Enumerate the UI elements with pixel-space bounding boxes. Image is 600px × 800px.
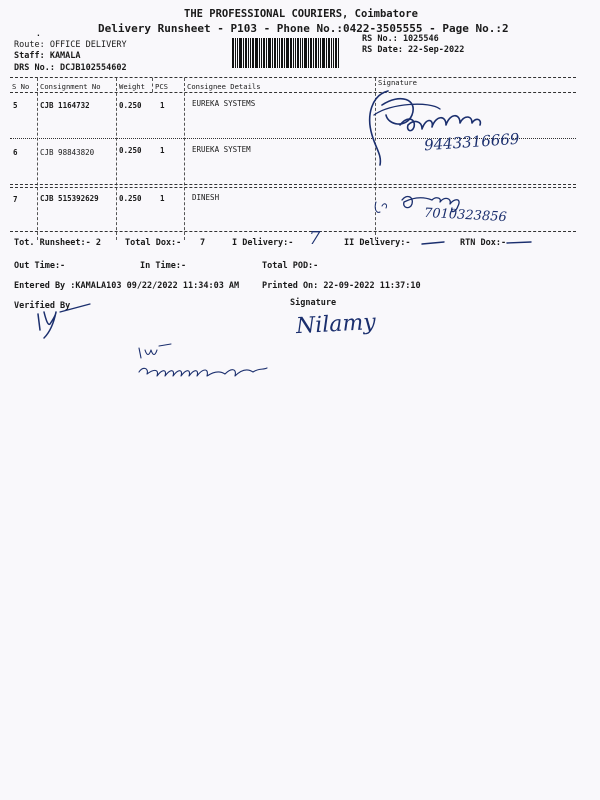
row-pcs: 1 [160,101,165,110]
col-header-sno: S No [12,82,30,91]
total-pod-label: Total POD:- [262,261,319,271]
row-weight: 0.250 [119,194,142,203]
barcode-bar [286,38,289,68]
verified-by-label: Verified By [14,301,71,311]
row-sno: 5 [13,101,18,110]
printed-on: Printed On: 22-09-2022 11:37:10 [262,281,421,291]
barcode-bar [248,38,249,68]
row-weight: 0.250 [119,146,142,155]
row-sno: 6 [13,148,18,157]
handwritten-dash [505,238,535,248]
col-divider [116,78,117,240]
barcode-bar [266,38,267,68]
barcode-bar [272,38,273,68]
company-title: THE PROFESSIONAL COURIERS, Coimbatore [184,8,418,20]
manager-signature: Nilamy [295,309,377,340]
in-time-label: In Time:- [140,261,187,271]
row-consignee: ERUEKA SYSTEM [192,145,251,154]
barcode-bar [268,38,271,68]
signature-label: Signature [290,298,337,308]
handwritten-dash [420,238,450,248]
row-consignee: DINESH [192,193,220,202]
barcode-bar [239,38,242,68]
barcode-bar [300,38,301,68]
handwritten-signature [360,85,560,175]
barcode-bar [277,38,278,68]
entered-by: Entered By :KAMALA103 09/22/2022 11:34:03 AM [14,281,240,291]
row-pcs: 1 [160,146,165,155]
barcode-bar [252,38,254,68]
staff-label: Staff: KAMALA [14,51,81,61]
barcode-bar [310,38,312,68]
barcode-bar [320,38,321,68]
barcode-bar [235,38,236,68]
out-time-label: Out Time:- [14,261,66,271]
barcode-bar [338,38,339,68]
verifier-signature [30,300,100,340]
total-dox-value: 7 [200,238,206,248]
row-consignee: EUREKA SYSTEMS [192,99,256,108]
rs-number: RS No.: 1025546 [362,34,439,44]
runsheet-subtitle: Delivery Runsheet - P103 - Phone No.:0422-3505555 - Page No.:2 [98,22,509,35]
barcode-bar [318,38,319,68]
barcode-bar [315,38,317,68]
handwritten-phone: 7010323856 [423,205,508,226]
handwritten-phone: 9443316669 [423,129,520,155]
barcode-bar [322,38,325,68]
barcode-image [232,38,356,68]
ii-delivery-label: II Delivery:- [344,238,411,248]
barcode-bar [335,38,337,68]
col-divider [37,78,38,240]
rs-date: RS Date: 22-Sep-2022 [362,45,465,55]
col-header-consignee: Consignee Details [187,82,261,91]
col-header-consignment: Consignment No [40,82,101,91]
i-delivery-handwritten: 7 [309,228,321,249]
barcode-bar [302,38,303,68]
rtn-dox-label: RTN Dox:- [460,238,507,248]
barcode-bar [326,38,327,68]
barcode-bar [279,38,280,68]
row-consignment: CJB 1164732 [40,101,90,110]
barcode-bar [304,38,307,68]
handwritten-scribble [135,338,275,388]
barcode-bar [295,38,296,68]
row-consignment: CJB 515392629 [40,194,99,203]
row-pcs: 1 [160,194,165,203]
tick-mark: . [36,29,41,38]
barcode-bar [290,38,292,68]
barcode-bar [237,38,238,68]
table-top-rule [10,77,576,78]
barcode-bar [331,38,332,68]
route-label: Route: OFFICE DELIVERY [14,40,127,50]
row-consignment: CJB 98843820 [40,148,95,157]
barcode-bar [293,38,294,68]
barcode-bar [328,38,330,68]
barcode-bar [263,38,265,68]
col-header-weight: Weight [119,82,145,91]
row-separator [10,187,576,188]
barcode-bar [333,38,334,68]
barcode-bar [297,38,299,68]
barcode-bar [308,38,309,68]
barcode-bar [245,38,247,68]
barcode-bar [313,38,314,68]
total-dox-label: Total Dox:- [125,238,182,248]
barcode-bar [255,38,258,68]
col-divider [152,78,153,92]
barcode-bar [281,38,283,68]
barcode-bar [261,38,262,68]
i-delivery-label: I Delivery:- [232,238,294,248]
row-weight: 0.250 [119,101,142,110]
barcode-bar [250,38,251,68]
drs-number: DRS No.: DCJB102554602 [14,63,127,73]
row-sno: 7 [13,195,18,204]
barcode-bar [274,38,276,68]
barcode-bar [232,38,234,68]
barcode-bar [284,38,285,68]
barcode-bar [243,38,244,68]
col-header-signature: Signature [378,78,417,87]
tot-runsheet: Tot. Runsheet:- 2 [14,238,101,248]
barcode-bar [259,38,260,68]
col-header-pcs: PCS [155,82,168,91]
row-separator [10,184,576,185]
col-divider [184,78,185,240]
